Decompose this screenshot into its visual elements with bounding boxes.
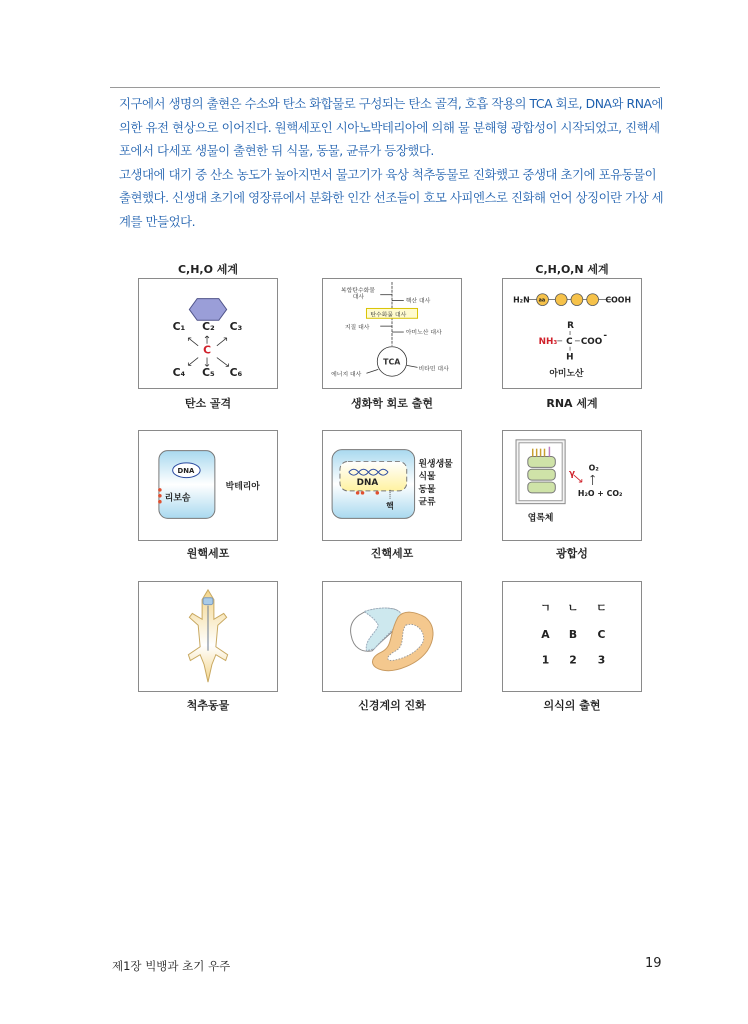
- dna-label: DNA: [356, 478, 379, 489]
- symbol-2: 2: [569, 653, 577, 667]
- symbol-digeut: ㄷ: [596, 601, 607, 615]
- amino-acid-label: 아미노산: [549, 369, 584, 380]
- center-carbon: C: [203, 343, 212, 357]
- o2-label: O₂: [588, 463, 599, 473]
- caption-photosynthesis: 광합성: [556, 547, 588, 560]
- symbol-b: B: [568, 627, 578, 641]
- label-amino: 아미노산 대사: [405, 329, 442, 336]
- kingdom-plant: 식물: [418, 472, 436, 483]
- node-c1: C₁: [172, 320, 186, 334]
- cooh-label: COOH: [605, 295, 632, 305]
- caption-vertebrate: 척추동물: [186, 699, 230, 712]
- caption-consciousness: 의식의 출현: [543, 699, 601, 712]
- body-text: [119, 92, 664, 234]
- label-vitamin: 비타민 대사: [418, 366, 449, 373]
- symbol-giyeok: ㄱ: [540, 601, 551, 615]
- photosynthesis-figure: [502, 430, 642, 541]
- kingdom-fungi: 균류: [418, 497, 436, 508]
- alpha-carbon: C: [566, 336, 573, 347]
- rna-world-figure: [502, 278, 642, 389]
- eukaryote-cell-diagram: [323, 431, 461, 540]
- page-number: 19: [645, 956, 662, 971]
- caption-rna-world: RNA 세계: [546, 397, 598, 410]
- nucleus-label: 핵: [386, 501, 394, 511]
- label-tca: TCA: [383, 357, 401, 367]
- label-energy: 에너지 대사: [331, 372, 362, 379]
- consciousness-figure: [502, 581, 642, 692]
- kingdom-animal: 동물: [418, 484, 436, 495]
- caption-eukaryote: 진핵세포: [370, 547, 414, 560]
- coo-group: COO: [580, 336, 603, 347]
- dna-label: DNA: [177, 467, 195, 476]
- lizard-icon: [139, 582, 277, 691]
- h-atom: H: [566, 352, 574, 363]
- h2n-label: H₂N: [513, 295, 530, 305]
- reaction-label: H₂O + CO₂: [577, 488, 623, 498]
- heading-chon-world: C,H,O,N 세계: [535, 263, 609, 276]
- prokaryote-cell-diagram: [139, 431, 277, 540]
- chloroplast-label: 엽록체: [527, 513, 554, 524]
- biochemical-circuit-figure: [322, 278, 462, 389]
- caption-carbon-skeleton: 탄소 골격: [184, 397, 232, 410]
- node-c2: C₂: [202, 320, 215, 334]
- chloroplast-diagram: [503, 431, 641, 540]
- node-c3: C₃: [229, 320, 243, 334]
- ribosome-label: 리보솜: [164, 493, 191, 504]
- eukaryote-figure: [322, 430, 462, 541]
- caption-prokaryote: 원핵세포: [186, 547, 230, 560]
- paragraph-2: 고생대에 대기 중 산소 농도가 높아지면서 물고기가 육상 척추동물로 진화했고 중생대 초기에 포유동물이 출현했다. 신생대 초기에 영장류에서 분화한 인간 선조들이 호모 사피엔스로 진화해 언어 상징이란 가상 세계를 만들었다.: [119, 166, 664, 229]
- caption-biochem: 생화학 회로 출현: [350, 397, 434, 410]
- caption-nervous-system: 신경계의 진화: [358, 699, 426, 712]
- brain-icon: [323, 582, 461, 691]
- carbon-skeleton-diagram: [139, 279, 277, 388]
- prokaryote-figure: [138, 430, 278, 541]
- charge-minus: -: [603, 330, 608, 341]
- label-nucleic: 핵산 대사: [405, 298, 431, 305]
- nh3-group: NH₃: [538, 336, 558, 347]
- symbol-c: C: [597, 627, 606, 641]
- r-group: R: [567, 321, 574, 332]
- carbon-skeleton-figure: [138, 278, 278, 389]
- vertebrate-figure: [138, 581, 278, 692]
- label-lipid: 지질 대사: [344, 325, 370, 332]
- symbol-a: A: [541, 627, 550, 641]
- kingdom-protist: 원생생물: [418, 459, 453, 470]
- nervous-system-figure: [322, 581, 462, 692]
- symbol-1: 1: [541, 653, 550, 667]
- bacteria-label: 박테리아: [225, 481, 260, 492]
- symbol-nieun: ㄴ: [567, 601, 579, 615]
- heading-cho-world: C,H,O 세계: [177, 263, 239, 276]
- label-carb-metabolism: 탄수화물 대사: [370, 312, 407, 319]
- hexagon-icon: [189, 299, 226, 321]
- symbols-grid: [503, 582, 641, 691]
- node-c6: C₆: [229, 366, 243, 380]
- symbol-3: 3: [597, 653, 606, 667]
- aa-label: aa: [538, 297, 546, 304]
- node-c4: C₄: [172, 366, 186, 380]
- label-complex-carb: 복합탄수화물: [340, 287, 375, 294]
- footer-chapter: 제1장 빅뱅과 초기 우주: [112, 959, 231, 973]
- gamma-light: γ: [569, 469, 576, 480]
- paragraph-1: 지구에서 생명의 출현은 수소와 탄소 화합물로 구성되는 탄소 골격, 호흡 작용의 TCA 회로, DNA와 RNA에 의한 유전 현상으로 이어진다. 원핵세포인 시아노박테리아에 의해 물 분해형 광합성이 시작되었고, 진핵세포에서 다세포 생물이 출현한 뒤 식물, 동물, 균류가 등장했다.: [119, 96, 664, 159]
- node-c5: C₅: [202, 366, 215, 380]
- label-complex-carb-2: 대사: [352, 294, 365, 301]
- header-rule: [110, 87, 660, 88]
- amino-acid-diagram: [503, 279, 641, 388]
- biochemical-circuit-diagram: [323, 279, 461, 388]
